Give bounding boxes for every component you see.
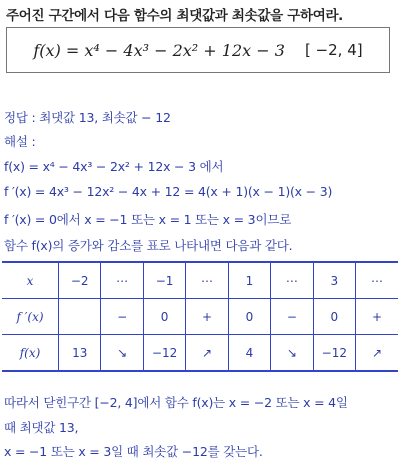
table-row-function xyxy=(2,335,398,372)
table-cell: + xyxy=(186,299,228,335)
table-cell: ⋯ xyxy=(356,262,398,299)
table-cell: ↗ xyxy=(356,335,398,372)
table-row-derivative xyxy=(2,299,398,335)
problem-interval: [ −2, 4] xyxy=(304,41,363,59)
question-text: 주어진 구간에서 다음 함수의 최댓값과 최솟값을 구하여라. xyxy=(6,8,344,24)
problem-function: f(x) = x⁴ − 4x³ − 2x² + 12x − 3 xyxy=(33,40,285,60)
explanation-line-3: f ′(x) = 0에서 x = −1 또는 x = 1 또는 x = 3이므로 xyxy=(4,212,292,227)
table-cell: ↘ xyxy=(271,335,313,372)
table-cell: ↗ xyxy=(186,335,228,372)
table-cell: −1 xyxy=(143,262,185,299)
table-cell: 0 xyxy=(313,299,355,335)
table-cell: − xyxy=(101,299,143,335)
explanation-line-2: f ′(x) = 4x³ − 12x² − 4x + 12 = 4(x + 1)(x − 1)(x − 3) xyxy=(4,184,333,199)
table-cell: ⋯ xyxy=(101,262,143,299)
explanation-line-1: f(x) = x⁴ − 4x³ − 2x² + 12x − 3 에서 xyxy=(4,159,224,174)
table-cell: 1 xyxy=(228,262,270,299)
table-cell: −2 xyxy=(59,262,101,299)
explanation-heading: 해설 : xyxy=(4,134,36,149)
answer-text: 정답 : 최댓값 13, 최솟값 − 12 xyxy=(4,110,171,125)
table-cell: 13 xyxy=(59,335,101,372)
problem-box xyxy=(6,27,390,73)
table-cell: + xyxy=(356,299,398,335)
conclusion-line-3: x = −1 또는 x = 3일 때 최솟값 −12를 갖는다. xyxy=(4,444,263,459)
table-cell: ↘ xyxy=(101,335,143,372)
conclusion-line-2: 때 최댓값 13, xyxy=(4,420,79,435)
table-cell: 0 xyxy=(228,299,270,335)
variation-table xyxy=(2,261,398,372)
table-cell: 0 xyxy=(143,299,185,335)
table-cell: −12 xyxy=(143,335,185,372)
explanation-line-4: 함수 f(x)의 증가와 감소를 표로 나타내면 다음과 같다. xyxy=(4,238,293,253)
table-cell xyxy=(59,299,101,335)
table-cell: 4 xyxy=(228,335,270,372)
table-cell: − xyxy=(271,299,313,335)
conclusion-line-1: 따라서 닫힌구간 [−2, 4]에서 함수 f(x)는 x = −2 또는 x = 4일 xyxy=(4,395,348,410)
row-label: f ′(x) xyxy=(2,299,59,335)
table-cell: ⋯ xyxy=(186,262,228,299)
table-cell: ⋯ xyxy=(271,262,313,299)
row-label: f(x) xyxy=(19,345,41,360)
table-cell: −12 xyxy=(313,335,355,372)
row-label: x xyxy=(2,262,59,299)
table-row-x xyxy=(2,262,398,299)
table-cell: 3 xyxy=(313,262,355,299)
